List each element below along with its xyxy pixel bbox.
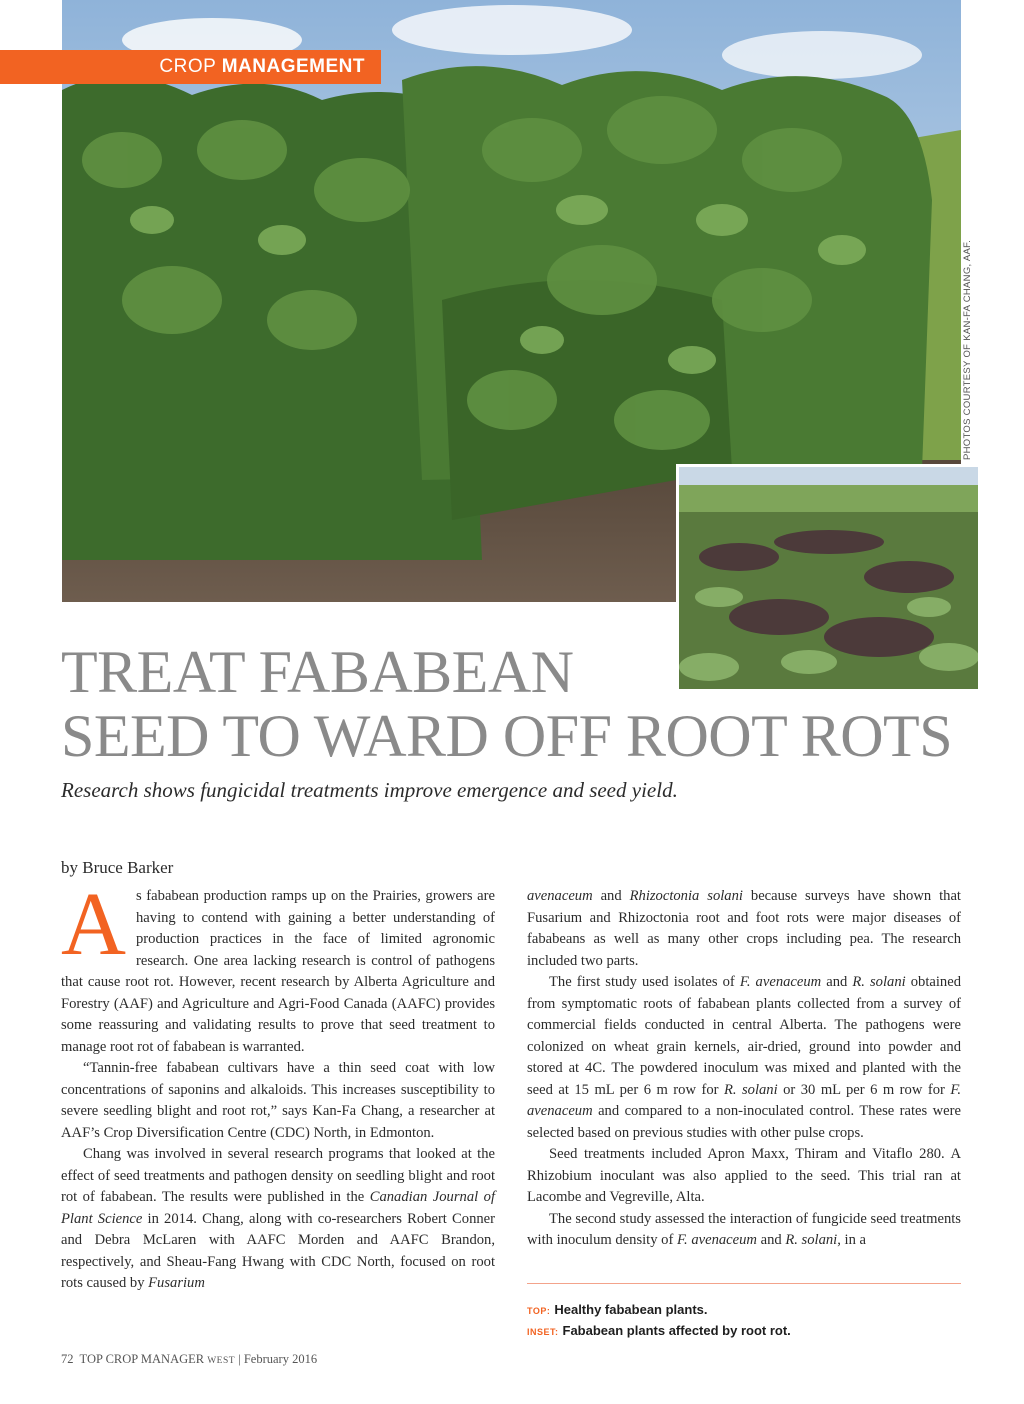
paragraph-7 — [527, 1209, 961, 1252]
caption-top-label: TOP: — [527, 1306, 551, 1316]
paragraph-5 — [527, 972, 961, 1144]
caption-inset-label: INSET: — [527, 1327, 559, 1337]
caption-top-text: Healthy fababean plants. — [554, 1302, 708, 1317]
paragraph-1 — [61, 875, 495, 1058]
species-r-solani: R. solani — [852, 974, 906, 990]
photo-credit: PHOTOS COURTESY OF KAN-FA CHANG, AAF. — [962, 239, 973, 460]
paragraph-3 — [61, 1144, 495, 1295]
paragraph-7-text-a: The second study assessed the interaction of fungicide seed treatments with inoculum density of — [527, 1210, 961, 1248]
magazine-edition: WEST — [207, 1356, 236, 1366]
paragraph-6: Seed treatments included Apron Maxx, Thiram and Vitaflo 280. A Rhizobium inoculant was also applied to the seed. This trial ran at Lacombe and Vegreville, Alta. — [527, 1146, 961, 1205]
paragraph-5-text-e: and compared to a non-inoculated control. These rates were selected based on previous studies with other pulse crops. — [527, 1103, 961, 1141]
page-footer — [61, 1352, 317, 1367]
drop-cap: A — [61, 875, 126, 974]
species-rhizoctonia: Rhizoctonia solani — [629, 888, 743, 904]
section-tag-light: CROP — [159, 56, 222, 77]
article-column-1 — [61, 875, 495, 1295]
journal-name: Canadian Journal of Plant Science — [61, 1189, 495, 1227]
species-f-avenaceum: F. avenaceum — [676, 1232, 757, 1248]
species-fusarium: Fusarium — [148, 1275, 205, 1291]
paragraph-7-text-c: , in a — [837, 1232, 866, 1248]
byline: by Bruce Barker — [61, 858, 174, 877]
article-column-2 — [527, 886, 961, 1252]
footer-separator: | — [238, 1352, 241, 1366]
species-avenaceum: avenaceum — [527, 888, 593, 904]
species-r-solani: R. solani — [785, 1232, 838, 1248]
headline-line-2: SEED TO WARD OFF ROOT ROTS — [61, 703, 953, 769]
species-r-solani: R. solani — [723, 1081, 778, 1098]
paragraph-4 — [527, 886, 961, 972]
paragraph-2: “Tannin-free fababean cultivars have a thin seed coat with low concentrations of saponins and alkaloids. This increases susceptibility to severe seedling blight and root rot,” says Kan-Fa Chang, a researcher at AAF’s Crop Diversification Centre (CDC) North, in Edmonton. — [61, 1060, 495, 1141]
paragraph-5-text-d: or 30 mL per 6 m row for — [777, 1081, 951, 1098]
paragraph-4-text-b: because surveys have shown that Fusarium and Rhizoctonia root and foot rots were major diseases of fababeans as well as many other crops including pea. The research included two parts. — [527, 888, 961, 969]
headline — [61, 640, 981, 768]
section-tag — [0, 50, 381, 84]
paragraph-5-text-a: The first study used isolates of — [549, 974, 740, 990]
species-f-avenaceum: F. avenaceum — [527, 1081, 961, 1119]
paragraph-5-text-c: obtained from symptomatic roots of fababean plants collected from a survey of commercial fields conducted in central Alberta. The pathogens were colonized on wheat grain kernels, air-dried, ground into powder and stored at 4C. The powdered inoculum was mixed and planted with the seed at 15 mL per 6 m row for — [527, 974, 961, 1098]
caption-inset-text: Fababean plants affected by root rot. — [562, 1323, 791, 1338]
caption-inset — [527, 1321, 961, 1342]
photo-captions — [527, 1300, 961, 1342]
issue-date: February 2016 — [243, 1352, 318, 1366]
caption-top — [527, 1300, 961, 1321]
paragraph-7-text-b: and — [756, 1232, 786, 1248]
paragraph-1-text: s fababean production ramps up on the Prairies, growers are having to contend with gaining a better understanding of production practices in the face of limited agronomic research. One area lacking research is control of pathogens that cause root rot. However, recent research by Alberta Agriculture and Forestry (AAF) and Agriculture and Agri-Food Canada (AAFC) provides some reassuring and validating results to prove that seed treatment to manage root rot of fababean is warranted. — [61, 888, 495, 1055]
section-tag-bold: MANAGEMENT — [221, 56, 365, 77]
caption-divider — [527, 1283, 961, 1284]
paragraph-5-text-b: and — [821, 974, 853, 990]
deck-subtitle: Research shows fungicidal treatments improve emergence and seed yield. — [61, 778, 678, 802]
page-number: 72 — [61, 1352, 74, 1366]
paragraph-3-text-a: Chang was involved in several research programs that looked at the effect of seed treatments and pathogen density on seedling blight and root rot of fababean. The results were published in the — [61, 1146, 495, 1205]
paragraph-3-text-b: in 2014. Chang, along with co-researchers Robert Conner and Debra McLaren with AAFC Morden and AAFC Brandon, respectively, and Sheau-Fang Hwang with CDC North, focused on root rots caused by — [61, 1210, 495, 1291]
headline-line-1: TREAT FABABEAN — [61, 639, 574, 705]
magazine-name: TOP CROP MANAGER — [79, 1352, 205, 1366]
species-f-avenaceum: F. avenaceum — [739, 974, 822, 990]
paragraph-4-text-a: and — [592, 888, 630, 904]
